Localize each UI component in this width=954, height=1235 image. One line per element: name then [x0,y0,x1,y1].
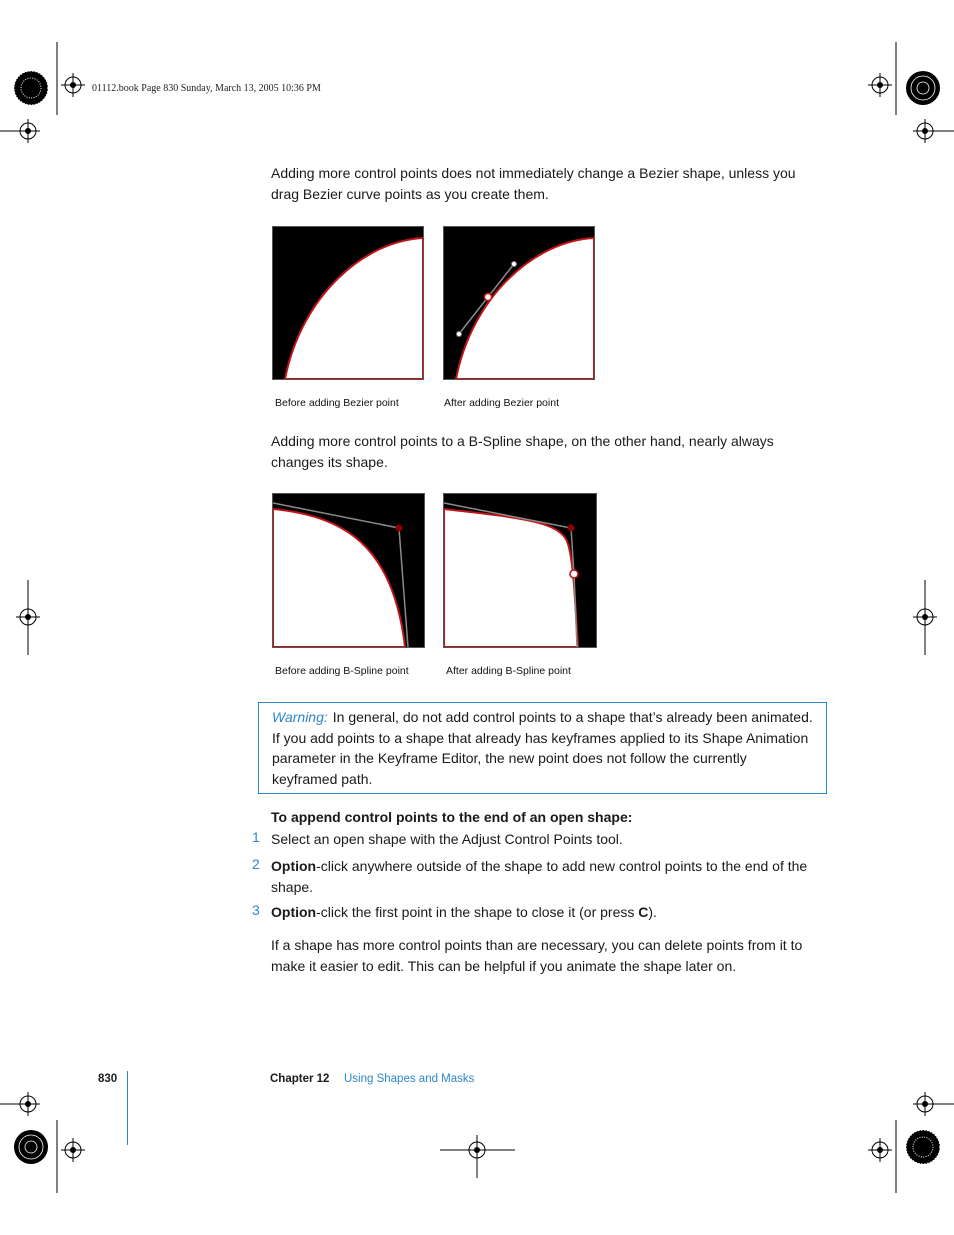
bezier-after-figure [443,226,595,380]
step-text: Option-click the first point in the shape to close it (or press C). [271,904,657,920]
chapter-title-link[interactable]: Using Shapes and Masks [344,1073,475,1085]
warning-box [258,702,827,794]
intro-paragraph: Adding more control points does not immediately change a Bezier shape, unless you drag Bezier curve points as you create them. [271,165,796,202]
footer-divider [127,1071,128,1145]
bezier-after-caption: After adding Bezier point [444,397,559,409]
step-number: 1 [252,829,260,845]
bspline-after-caption: After adding B-Spline point [446,665,571,677]
page-number: 830 [98,1073,118,1085]
warning-text: In general, do not add control points to a shape that’s already been animated. If you add points to a shape that already has keyframes applied to its Shape Animation parameter in the Keyframe Editor, the new point does not follow the currently keyframed path. [272,709,813,787]
step-number: 2 [252,856,260,872]
closing-paragraph: If a shape has more control points than are necessary, you can delete points from it to make it easier to edit. This can be helpful if you animate the shape later on. [271,937,803,974]
bspline-after-figure [443,493,597,648]
chapter-label: Chapter 12 [270,1073,330,1085]
option-key-label: Option [271,904,317,920]
bspline-before-caption: Before adding B-Spline point [275,665,409,677]
step-text: Select an open shape with the Adjust Control Points tool. [271,831,623,847]
step-text: Option-click anywhere outside of the shape to add new control points to the end of the shape. [271,858,808,895]
procedure-title: To append control points to the end of an open shape: [271,809,633,825]
bezier-before-figure [272,226,424,380]
bezier-before-caption: Before adding Bezier point [275,397,399,409]
option-key-label: Option [271,858,317,874]
warning-label: Warning: [272,709,328,725]
bspline-before-figure [272,493,425,648]
step-number: 3 [252,902,260,918]
bspline-paragraph: Adding more control points to a B-Spline shape, on the other hand, nearly always changes its shape. [271,433,774,470]
book-header-info: 01112.book Page 830 Sunday, March 13, 2005 10:36 PM [92,83,321,94]
c-key-label: C [638,904,649,920]
